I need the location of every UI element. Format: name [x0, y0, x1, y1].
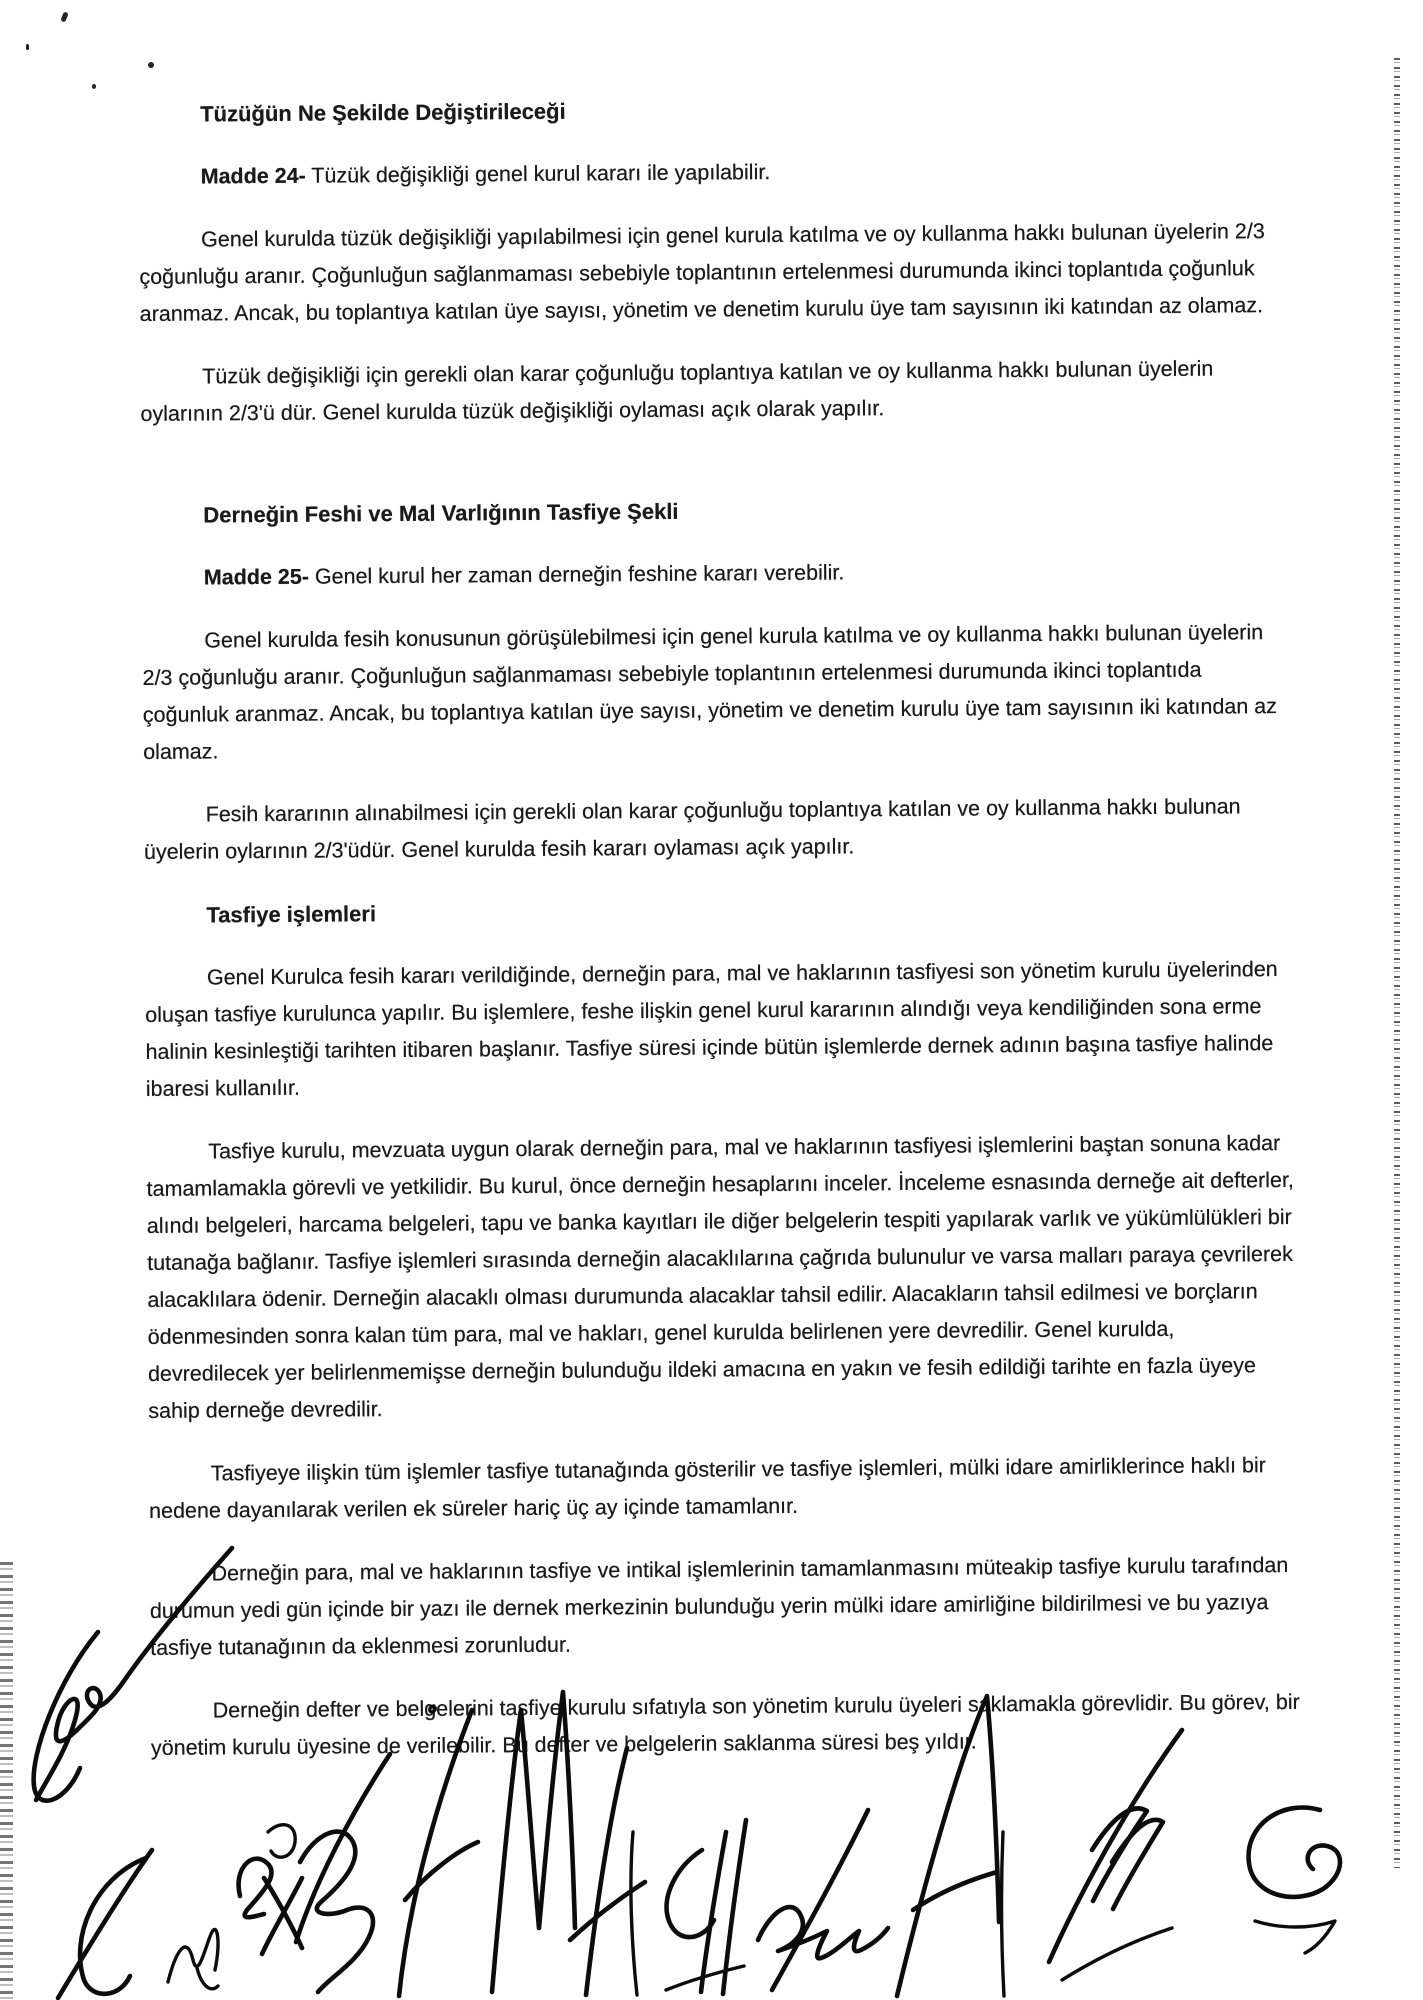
paragraph: Derneğin defter ve belgelerini tasfiye kurulu sıfatıyla son yönetim kurulu üyeleri saklamakla görevlidir. Bu görev, bir yönetim kurulu üyesine de verilebilir. Bu defter ve belgelerin saklanma süresi beş yıldır. — [150, 1689, 1300, 1760]
scan-speck — [148, 62, 154, 68]
paragraph: Derneğin para, mal ve haklarının tasfiye ve intikal işlemlerinin tamamlanmasını müteakip tasfiye kurulu tarafından durumun yedi gün içinde bir yazı ile dernek merkezinin bulunduğu yerin mülki idare amirliğine bildirilmesi ve bu yazıya tasfiye tutanağının da eklenmesi zorunludur. — [149, 1553, 1289, 1660]
article-24 — [138, 150, 1288, 196]
paragraph: Tasfiyeye ilişkin tüm işlemler tasfiye tutanağında gösterilir ve tasfiye işlemleri, mülki idare amirliklerince haklı bir nedene dayanılarak verilen ek süreler hariç üç ay içinde tamamlanır. — [149, 1453, 1266, 1523]
paragraph: Genel Kurulca fesih kararı verildiğinde, derneğin para, mal ve haklarının tasfiyesi son yönetim kurulu üyelerinden oluşan tasfiye kurulunca yapılır. Bu işlemlere, feshe ilişkin genel kurul kararının alındığı veya kendiliğinden sona erme halinin kesinleştiği tarihten itibaren başlanır. Tasfiye süresi içinde bütün işlemlerde dernek adının başına tasfiye halinde ibaresi kullanılır. — [145, 957, 1278, 1101]
signature-mark — [1049, 1730, 1182, 1980]
paragraph: Tüzük değişikliği için gerekli olan karar çoğunluğu toplantıya katılan ve oy kullanma hakkı bulunan üyelerin oylarının 2/3'ü dür. Genel kurulda tüzük değişikliği oylaması açık olarak yapılır. — [140, 356, 1214, 426]
signature-mark — [897, 1696, 1004, 1996]
signature-mark — [239, 1825, 302, 1954]
signature-mark — [570, 1748, 645, 1995]
article-25-label: Madde 25- — [203, 564, 310, 590]
paragraph: Fesih kararının alınabilmesi için gerekli olan karar çoğunluğu toplantıya katılan ve oy kullanma hakkı bulunan üyelerin oylarının 2/3'üdür. Genel kurulda fesih kararı oylaması açık yapılır. — [143, 794, 1241, 864]
scan-speck — [92, 84, 96, 89]
section-heading-tuzuk-degisikligi: Tüzüğün Ne Şekilde Değiştirileceği — [200, 98, 566, 127]
paragraph: Genel kurulda tüzük değişikliği yapılabilmesi için genel kurula katılma ve oy kullanma hakkı bulunan üyelerin 2/3 çoğunluğu aranır. Çoğunluğun sağlanmaması sebebiyle toplantının ertelenmesi durumunda ikinci toplantıda çoğunluk aranmaz. Ancak, bu toplantıya katılan üye sayısı, yönetim ve denetim kurulu üye tam sayısının iki katından az olamaz. — [139, 219, 1265, 326]
scan-speck — [60, 11, 68, 22]
signature-mark — [666, 1820, 746, 1994]
scan-speck — [26, 44, 29, 50]
article-24-text: Tüzük değişikliği genel kurul kararı ile yapılabilir. — [311, 160, 771, 188]
signature-mark — [492, 1692, 575, 1992]
article-25-text: Genel kurul her zaman derneğin feshine kararı verebilir. — [314, 560, 845, 589]
signature-mark — [168, 1929, 218, 1988]
signature-mark — [58, 1850, 152, 1998]
signature-mark — [1249, 1808, 1340, 1953]
paragraph: Tasfiye kurulu, mevzuata uygun olarak derneğin para, mal ve haklarının tasfiyesi işlemlerini baştan sonuna kadar tamamlamakla görevli ve yetkilidir. Bu kurul, önce derneğin hesaplarını inceler. İnceleme esnasında derneğe ait defterler, alındı belgeleri, harcama belgeleri, tapu ve banka kayıtları ile diğer belgelerin tespiti yapılarak varlık ve yükümlülükleri bir tutanağa bağlanır. Tasfiye işlemleri sırasında derneğin alacaklılarına çağrıda bulunulur ve varsa malları paraya çevrilerek alacaklılara ödenir. Derneğin alacaklı olması durumunda alacaklar tahsil edilir. Alacakların tahsil edilmesi ve borçların ödenmesinden sonra kalan tüm para, mal ve hakları, genel kurulda belirlenen yere devredilir. Genel kurulda, devredilecek yer belirlenmemişse derneğin bulunduğu ildeki amacına en yakın ve fesih edildiği tarihte en fazla üyeye sahip derneğe devredilir. — [146, 1131, 1294, 1423]
section-heading-fesih-tasfiye: Derneğin Feshi ve Mal Varlığının Tasfiye Şekli — [203, 498, 679, 528]
signatures-cluster — [0, 1380, 1423, 2000]
signature-mark — [296, 1754, 390, 1992]
article-25 — [142, 551, 1292, 597]
signature-mark — [758, 1810, 888, 1990]
signature-mark — [34, 1548, 232, 1801]
paragraph: Genel kurulda fesih konusunun görüşülebilmesi için genel kurula katılma ve oy kullanma hakkı bulunan üyelerin 2/3 çoğunluğu aranır. Çoğunluğun sağlanmaması sebebiyle toplantının ertelenmesi durumunda ikinci toplantıda çoğunluk aranmaz. Ancak, bu toplantıya katılan üye sayısı, yönetim ve denetim kurulu üye tam sayısının iki katından az olamaz. — [142, 620, 1278, 764]
article-24-label: Madde 24- — [200, 163, 306, 189]
section-heading-tasfiye-islemleri: Tasfiye işlemleri — [206, 901, 377, 928]
signature-mark — [399, 1706, 478, 1996]
